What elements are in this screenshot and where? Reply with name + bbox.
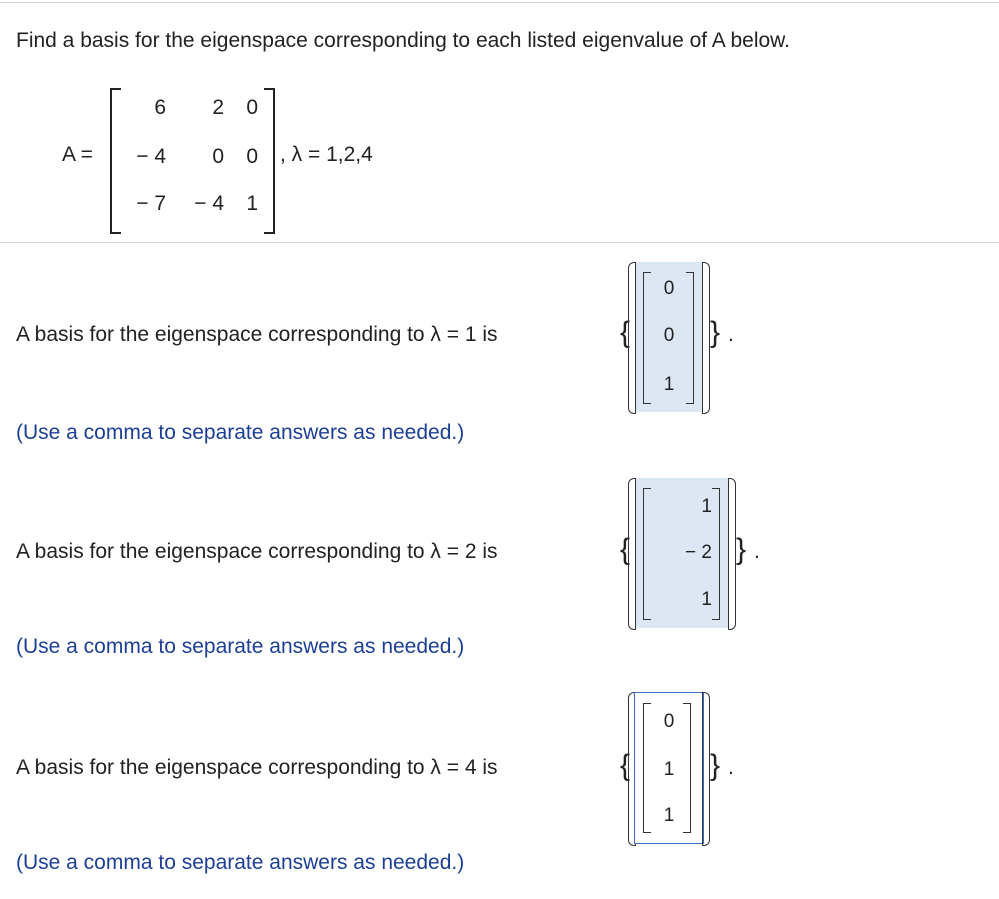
period: . [728, 756, 734, 779]
matrix-cell: 0 [246, 145, 258, 168]
right-brace: } [736, 533, 747, 566]
answer-vector-1[interactable] [636, 262, 702, 412]
question-text: Find a basis for the eigenspace corresponding to each listed eigenvalue of A below. [16, 29, 791, 52]
vector-entry[interactable]: 1 [663, 374, 675, 395]
answer-prompt-2: A basis for the eigenspace corresponding to λ = 2 is [16, 540, 498, 563]
left-brace: { [620, 749, 631, 782]
left-brace: { [620, 533, 631, 566]
right-brace: } [710, 749, 721, 782]
vector-entry[interactable]: 1 [701, 589, 712, 610]
vector-right-bracket [712, 488, 720, 620]
vector-entry[interactable]: 0 [663, 711, 675, 732]
answer-prompt-1: A basis for the eigenspace corresponding to λ = 1 is [16, 323, 498, 346]
vector-entry[interactable]: 0 [663, 325, 675, 346]
vector-left-bracket [643, 488, 651, 620]
hint-1: (Use a comma to separate answers as needed.) [16, 421, 465, 444]
answer-vector-3[interactable] [634, 692, 704, 844]
matrix-cell: − 7 [136, 192, 166, 215]
left-paren [628, 262, 636, 414]
left-paren [628, 478, 636, 630]
vector-entry[interactable]: − 2 [685, 542, 712, 563]
matrix-cell: 6 [154, 96, 166, 119]
matrix-cell: 1 [246, 192, 258, 215]
matrix-cell: − 4 [194, 192, 224, 215]
top-divider [0, 2, 999, 3]
vector-entry[interactable]: 1 [663, 759, 675, 780]
right-paren [702, 692, 710, 846]
left-brace: { [620, 316, 631, 349]
right-paren [728, 478, 736, 630]
right-paren [702, 262, 710, 414]
matrix-cell: 0 [246, 96, 258, 119]
matrix-left-bracket [110, 88, 121, 234]
vector-entry[interactable]: 0 [663, 278, 675, 299]
right-brace: } [710, 316, 721, 349]
eigenvalue-list: , λ = 1,2,4 [280, 143, 373, 166]
vector-entry[interactable]: 1 [701, 496, 712, 517]
matrix-cell: 2 [212, 96, 224, 119]
matrix-cell: 0 [212, 145, 224, 168]
answer-prompt-3: A basis for the eigenspace corresponding to λ = 4 is [16, 756, 498, 779]
vector-entry[interactable]: 1 [663, 805, 675, 826]
period: . [728, 323, 734, 346]
hint-2: (Use a comma to separate answers as needed.) [16, 635, 465, 658]
matrix-label: A = [62, 143, 93, 166]
answer-vector-2[interactable] [636, 478, 728, 628]
matrix-cell: − 4 [136, 145, 166, 168]
matrix-right-bracket [264, 88, 275, 234]
section-divider [0, 242, 999, 243]
hint-3: (Use a comma to separate answers as needed.) [16, 851, 465, 874]
period: . [754, 540, 760, 563]
